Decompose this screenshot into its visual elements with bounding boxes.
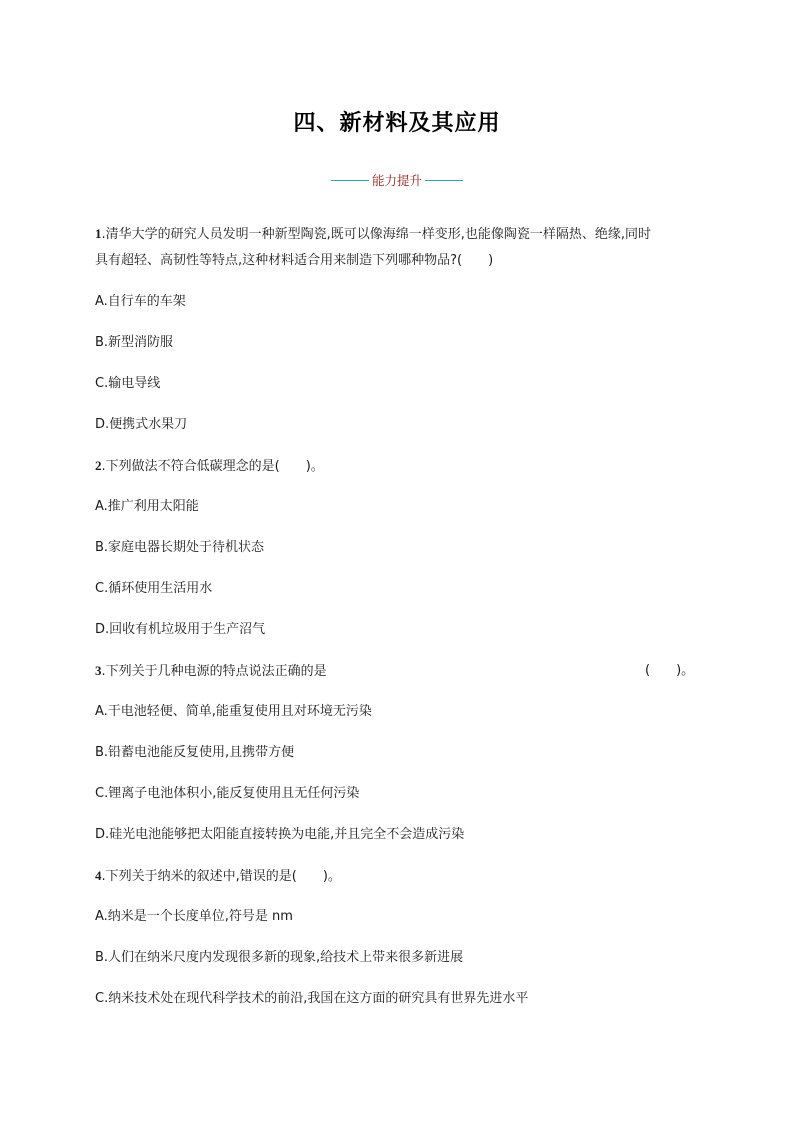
question-3-option-c: C.锂离子电池体积小,能反复使用且无任何污染 xyxy=(95,786,360,801)
question-text: .下列关于纳米的叙述中,错误的是( )。 xyxy=(101,869,341,884)
question-number: 3 xyxy=(95,663,102,678)
question-3-answer-paren: ( )。 xyxy=(645,663,695,678)
question-text: .下列关于几种电源的特点说法正确的是 xyxy=(101,664,327,679)
question-2-option-d: D.回收有机垃圾用于生产沼气 xyxy=(95,622,266,637)
question-2-option-b: B.家庭电器长期处于待机状态 xyxy=(95,540,265,555)
question-1-stem-line2: 具有超轻、高韧性等特点,这种材料适合用来制造下列哪种物品?( ) xyxy=(95,253,494,268)
question-number: 2 xyxy=(95,458,102,473)
question-text: .清华大学的研究人员发明一种新型陶瓷,既可以像海绵一样变形,也能像陶瓷一样隔热、绝缘,同时 xyxy=(101,227,652,242)
question-text: .下列做法不符合低碳理念的是( )。 xyxy=(101,459,324,474)
question-4-option-c: C.纳米技术处在现代科学技术的前沿,我国在这方面的研究具有世界先进水平 xyxy=(95,991,529,1006)
question-4-option-b: B.人们在纳米尺度内发现很多新的现象,给技术上带来很多新进展 xyxy=(95,950,464,965)
left-rule xyxy=(331,180,369,181)
section-label xyxy=(0,171,794,189)
question-4-stem xyxy=(95,867,341,886)
question-2-option-c: C.循环使用生活用水 xyxy=(95,581,213,596)
question-4-option-a: A.纳米是一个长度单位,符号是 nm xyxy=(95,909,293,924)
question-3-option-b: B.铅蓄电池能反复使用,且携带方便 xyxy=(95,745,295,760)
section-label-text: 能力提升 xyxy=(371,173,422,188)
question-1-option-d: D.便携式水果刀 xyxy=(95,417,188,432)
question-2-option-a: A.推广利用太阳能 xyxy=(95,499,199,514)
question-number: 1 xyxy=(95,226,102,241)
question-1-option-b: B.新型消防服 xyxy=(95,335,174,350)
question-1-option-a: A.自行车的车架 xyxy=(95,294,186,309)
right-rule xyxy=(425,180,463,181)
question-3-stem xyxy=(95,662,327,681)
question-1-option-c: C.输电导线 xyxy=(95,376,161,391)
question-3-option-a: A.干电池轻便、简单,能重复使用且对环境无污染 xyxy=(95,704,372,719)
page-title: 四、新材料及其应用 xyxy=(293,111,501,136)
question-3-option-d: D.硅光电池能够把太阳能直接转换为电能,并且完全不会造成污染 xyxy=(95,827,465,842)
question-number: 4 xyxy=(95,868,102,883)
question-1-stem-line1 xyxy=(95,225,651,244)
question-2-stem xyxy=(95,457,324,476)
